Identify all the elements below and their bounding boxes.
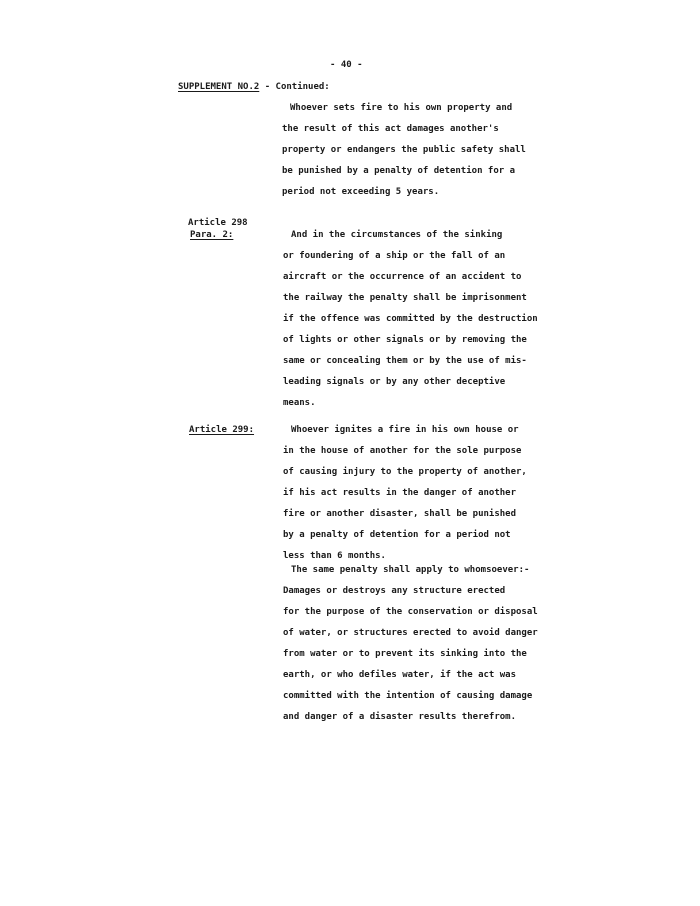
text-line: from water or to prevent its sinking into the — [283, 649, 527, 659]
text-line: aircraft or the occurrence of an accident to — [283, 272, 522, 282]
article-298-para: Para. 2: — [190, 230, 234, 240]
text-line: for the purpose of the conservation or disposal — [283, 607, 538, 617]
text-line: by a penalty of detention for a period not — [283, 530, 511, 540]
text-line: And in the circumstances of the sinking — [291, 230, 503, 240]
text-line: property or endangers the public safety shall — [282, 145, 526, 155]
text-line: the result of this act damages another's — [282, 124, 499, 134]
text-line: or foundering of a ship or the fall of an — [283, 251, 506, 261]
text-line: The same penalty shall apply to whomsoever:- — [291, 565, 530, 575]
text-line: fire or another disaster, shall be punished — [283, 509, 516, 519]
article-298-heading: Article 298 — [188, 218, 248, 228]
page-number: - 40 - — [330, 60, 363, 70]
continued-label: - Continued: — [264, 82, 330, 92]
text-line: of lights or other signals or by removing the — [283, 335, 527, 345]
text-line: be punished by a penalty of detention for a — [282, 166, 515, 176]
text-line: same or concealing them or by the use of mis- — [283, 356, 527, 366]
supplement-heading — [178, 82, 330, 92]
text-line: of causing injury to the property of another, — [283, 467, 527, 477]
text-line: leading signals or by any other deceptive — [283, 377, 506, 387]
text-line: Whoever ignites a fire in his own house or — [291, 425, 519, 435]
text-line: Whoever sets fire to his own property and — [290, 103, 513, 113]
text-line: in the house of another for the sole purpose — [283, 446, 522, 456]
text-line: earth, or who defiles water, if the act was — [283, 670, 516, 680]
text-line: period not exceeding 5 years. — [282, 187, 440, 197]
text-line: if the offence was committed by the destruction — [283, 314, 538, 324]
text-line: Damages or destroys any structure erected — [283, 586, 506, 596]
text-line: if his act results in the danger of another — [283, 488, 516, 498]
supplement-title: SUPPLEMENT NO.2 — [178, 82, 260, 92]
text-line: means. — [283, 398, 316, 408]
text-line: of water, or structures erected to avoid danger — [283, 628, 538, 638]
text-line: the railway the penalty shall be imprisonment — [283, 293, 527, 303]
text-line: and danger of a disaster results therefrom. — [283, 712, 516, 722]
text-line: committed with the intention of causing damage — [283, 691, 533, 701]
text-line: less than 6 months. — [283, 551, 386, 561]
article-299-heading: Article 299: — [189, 425, 255, 435]
